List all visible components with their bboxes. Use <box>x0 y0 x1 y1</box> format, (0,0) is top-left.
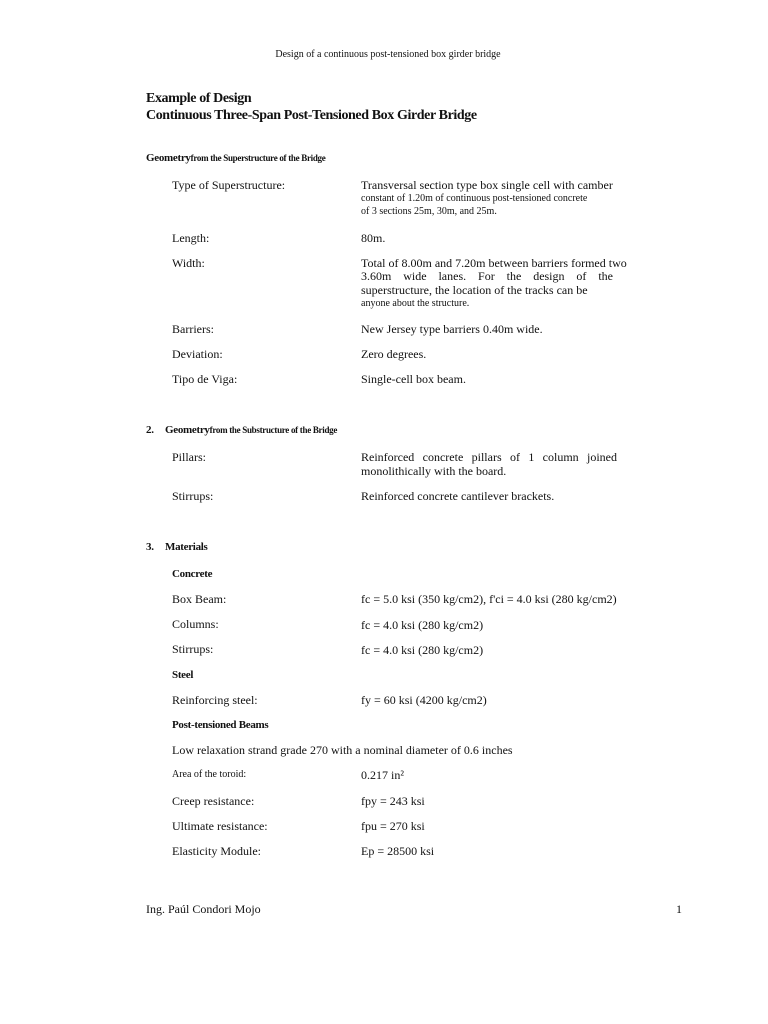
value-deviation: Zero degrees. <box>361 347 427 361</box>
section-2-number: 2. <box>146 424 154 436</box>
footer-page-number: 1 <box>676 902 682 916</box>
heading-post-tensioned: Post-tensioned Beams <box>172 719 269 731</box>
value-type-superstructure-line-1: Transversal section type box single cell with camber <box>361 178 613 192</box>
section-2-heading-sub: from the Substructure of the Bridge <box>209 425 338 435</box>
value-columns: fc = 4.0 ksi (280 kg/cm2) <box>361 618 484 632</box>
heading-concrete: Concrete <box>172 568 213 580</box>
title-line-2: Continuous Three-Span Post-Tensioned Box Girder Bridge <box>146 108 477 123</box>
footer-author: Ing. Paúl Condori Mojo <box>146 902 261 916</box>
label-stirrups-mat: Stirrups: <box>172 642 214 656</box>
heading-steel: Steel <box>172 669 194 681</box>
label-width: Width: <box>172 256 205 270</box>
label-ultimate: Ultimate resistance: <box>172 819 268 833</box>
value-ultimate: fpu = 270 ksi <box>361 819 425 833</box>
value-reinforcing-steel: fy = 60 ksi (4200 kg/cm2) <box>361 693 487 707</box>
running-header: Design of a continuous post-tensioned box girder bridge <box>275 49 501 60</box>
label-beam-type: Tipo de Viga: <box>172 372 238 386</box>
label-pillars: Pillars: <box>172 450 207 464</box>
label-creep: Creep resistance: <box>172 794 255 808</box>
value-elasticity: Ep = 28500 ksi <box>361 844 435 858</box>
section-3-heading <box>146 540 208 554</box>
label-type-superstructure: Type of Superstructure: <box>172 178 286 192</box>
strand-note: Low relaxation strand grade 270 with a nominal diameter of 0.6 inches <box>172 743 513 757</box>
value-width-line-1: Total of 8.00m and 7.20m between barriers formed two <box>361 256 627 270</box>
value-width-line-3: superstructure, the location of the tracks can be <box>361 283 588 297</box>
section-3-title: Materials <box>165 541 208 553</box>
value-type-superstructure-line-3: of 3 sections 25m, 30m, and 25m. <box>361 206 497 217</box>
label-box-beam: Box Beam: <box>172 592 227 606</box>
value-stirrups-mat: fc = 4.0 ksi (280 kg/cm2) <box>361 643 484 657</box>
title-line-1: Example of Design <box>146 91 252 106</box>
section-1-heading-main: Geometry <box>146 152 191 164</box>
section-2-heading <box>146 423 337 437</box>
value-length: 80m. <box>361 231 386 245</box>
label-area-toroid: Area of the toroid: <box>172 769 247 780</box>
value-pillars-line-1: Reinforced concrete pillars of 1 column joined <box>361 450 617 464</box>
value-barriers: New Jersey type barriers 0.40m wide. <box>361 322 543 336</box>
section-1-heading <box>146 151 325 165</box>
value-pillars-line-2: monolithically with the board. <box>361 464 507 478</box>
value-area-toroid: 0.217 in² <box>361 768 404 782</box>
section-3-number: 3. <box>146 541 154 553</box>
section-2-heading-main: Geometry <box>165 424 210 436</box>
label-reinforcing-steel: Reinforcing steel: <box>172 693 258 707</box>
value-box-beam: fc = 5.0 ksi (350 kg/cm2), f'ci = 4.0 ksi (280 kg/cm2) <box>361 592 617 606</box>
value-type-superstructure-line-2: constant of 1.20m of continuous post-tensioned concrete <box>361 193 588 204</box>
label-deviation: Deviation: <box>172 347 223 361</box>
value-beam-type: Single-cell box beam. <box>361 372 466 386</box>
label-elasticity: Elasticity Module: <box>172 844 261 858</box>
value-width-line-2: 3.60m wide lanes. For the design of the <box>361 269 613 283</box>
section-1-heading-sub: from the Superstructure of the Bridge <box>190 153 326 163</box>
label-barriers: Barriers: <box>172 322 214 336</box>
label-length: Length: <box>172 231 210 245</box>
label-columns: Columns: <box>172 617 219 631</box>
value-creep: fpy = 243 ksi <box>361 794 425 808</box>
label-stirrups-sub: Stirrups: <box>172 489 214 503</box>
value-width-line-4: anyone about the structure. <box>361 298 470 309</box>
value-stirrups-sub: Reinforced concrete cantilever brackets. <box>361 489 555 503</box>
